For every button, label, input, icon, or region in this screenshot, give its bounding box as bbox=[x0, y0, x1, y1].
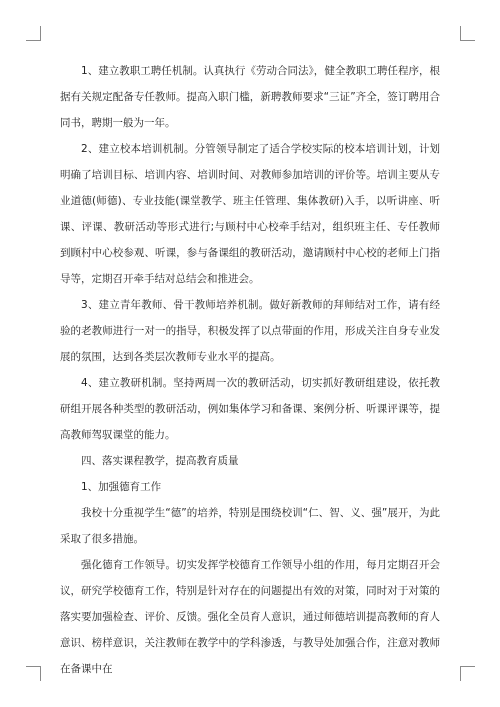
paragraph-teacher-hiring: 1、建立教职工聘任机制。认真执行《劳动合同法》，健全教职工聘任程序，根据有关规定配备专任教师。提高入职门槛，新聘教师要求“三证”齐全，签订聘用合同书，聘期一般为一年。 bbox=[60, 65, 440, 129]
paragraph-teaching-research: 4、建立教研机制。坚持两周一次的教研活动，切实抓好教研组建设，依托教研组开展各种类型的教研活动，例如集体学习和备课、案例分析、听课评课等，提高教师驾驭课堂的能力。 bbox=[60, 377, 440, 441]
paragraph-moral-cultivation: 我校十分重视学生“德”的培养，特别是围绕校训“仁、智、义、强”展开，为此采取了很多措施。 bbox=[60, 507, 440, 545]
crop-mark-bottom-left bbox=[26, 666, 41, 681]
crop-mark-top-left bbox=[26, 26, 41, 41]
document-body bbox=[60, 58, 440, 682]
paragraph-young-teacher-training: 3、建立青年教师、骨干教师培养机制。做好新教师的拜师结对工作，请有经验的老教师进行一对一的指导，积极发挥了以点带面的作用，形成关注自身专业发展的氛围，达到各类层次教师专业水平的提高。 bbox=[60, 299, 440, 363]
crop-mark-top-right bbox=[460, 26, 475, 41]
subheading-moral-education: 1、加强德育工作 bbox=[81, 481, 162, 493]
crop-mark-bottom-right bbox=[460, 666, 475, 681]
section-heading-curriculum: 四、落实课程教学，提高教育质量 bbox=[81, 455, 239, 467]
paragraph-moral-leadership: 强化德育工作领导。切实发挥学校德育工作领导小组的作用，每月定期召开会议，研究学校德育工作，特别是针对存在的问题提出有效的对策，同时对于对策的落实要加强检查、评价、反馈。强化全员育人意识，通过师德培训提高教师的育人意识、榜样意识，关注教师在教学中的学科渗透，与教导处加强合作，注意对教师在备课中在 bbox=[60, 559, 440, 675]
paragraph-school-training: 2、建立校本培训机制。分管领导制定了适合学校实际的校本培训计划，计划明确了培训目标、培训内容、培训时间、对教师参加培训的评价等。培训主要从专业道德(师德)、专业技能(课堂教学、班主任管理、集体教研)入手，以听讲座、听课、评课、教研活动等形式进行;与顾村中心校牵手结对，组织班主任、专任教师到顾村中心校参观、听课，参与备课组的教研活动，邀请顾村中心校的老师上门指导等，定期召开牵手结对总结会和推进会。 bbox=[60, 143, 440, 285]
